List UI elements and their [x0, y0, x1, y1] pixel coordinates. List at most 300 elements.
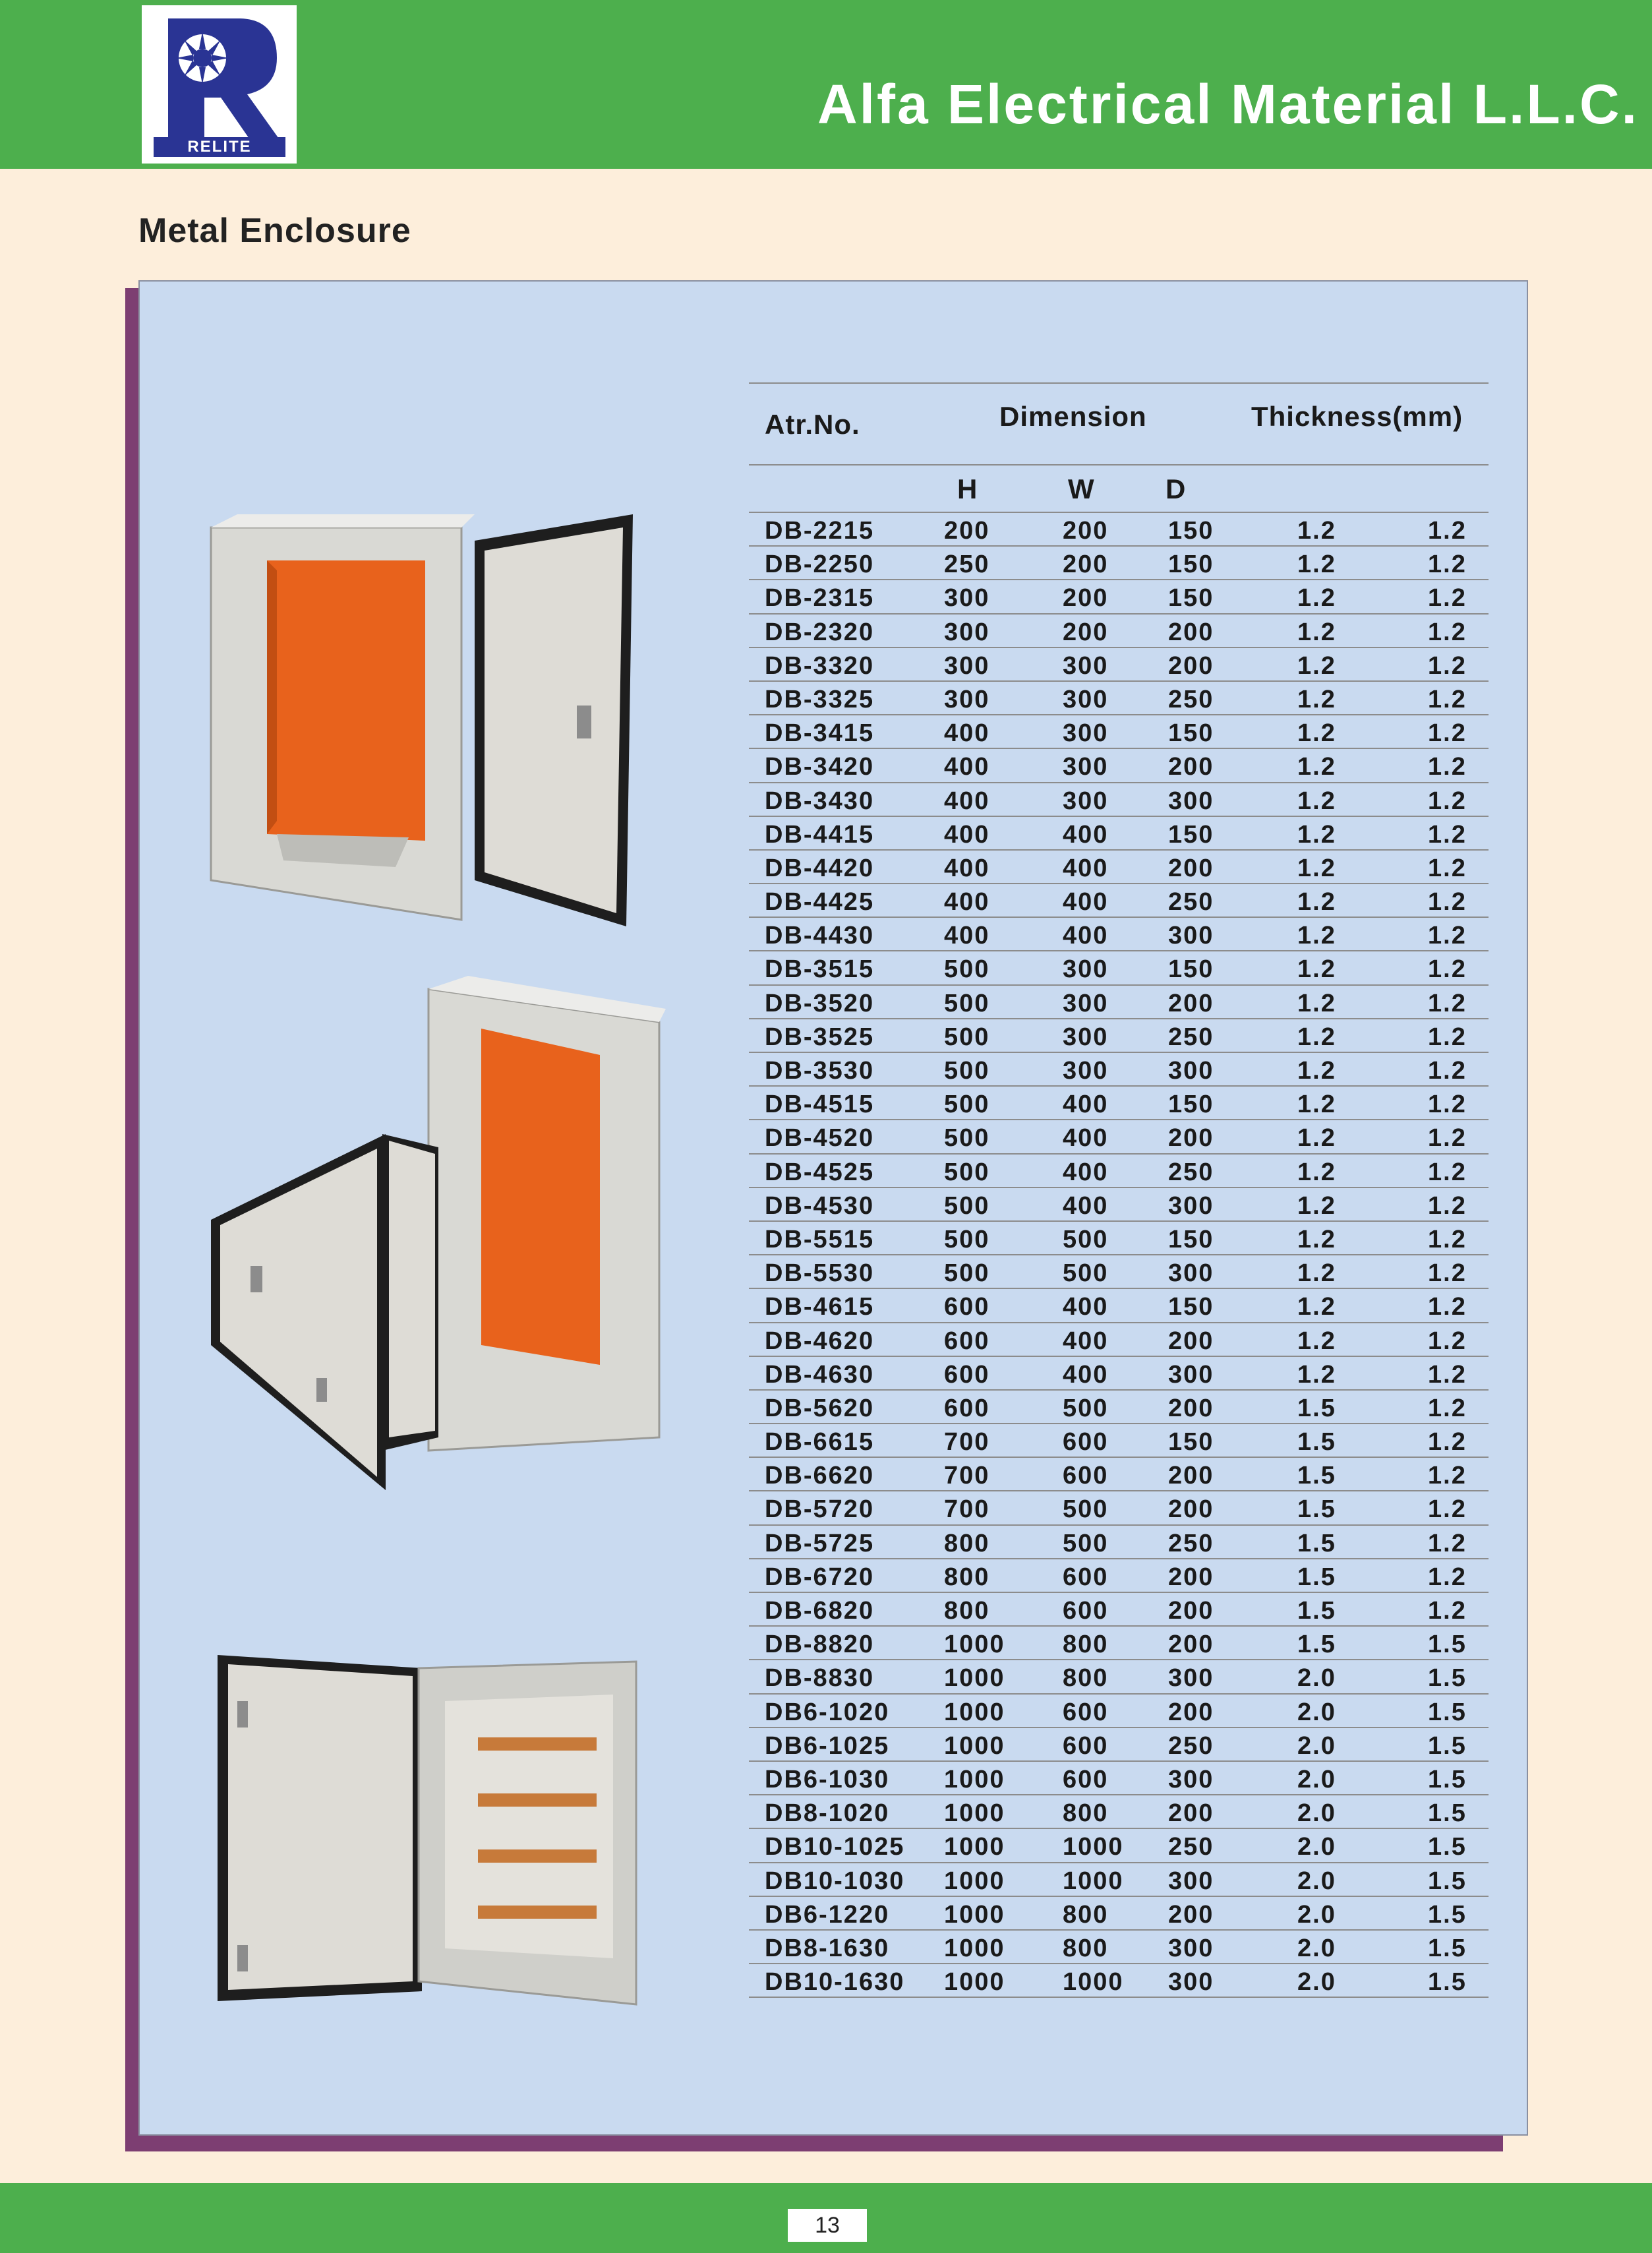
cell-art-no: DB-5515: [765, 1225, 875, 1253]
cell-thickness-2: 1.5: [1428, 1698, 1467, 1726]
cell-width: 400: [1063, 1091, 1109, 1119]
cell-height: 1000: [944, 1867, 1005, 1895]
cell-height: 1000: [944, 1900, 1005, 1929]
cell-thickness-2: 1.2: [1428, 1428, 1467, 1457]
cell-thickness-1: 1.2: [1297, 1023, 1336, 1051]
cell-height: 300: [944, 685, 990, 713]
table-row: [749, 682, 1489, 715]
cell-width: 600: [1063, 1765, 1109, 1793]
cell-width: 300: [1063, 989, 1109, 1017]
cell-thickness-2: 1.5: [1428, 1833, 1467, 1861]
cell-art-no: DB-4515: [765, 1091, 875, 1119]
section-title: Metal Enclosure: [138, 212, 411, 250]
subheader-w: W: [1068, 473, 1094, 504]
table-row: [749, 580, 1489, 614]
cell-height: 400: [944, 820, 990, 849]
cell-thickness-2: 1.2: [1428, 753, 1467, 781]
cell-height: 400: [944, 753, 990, 781]
table-row: [749, 1087, 1489, 1120]
cell-height: 400: [944, 888, 990, 916]
cell-art-no: DB-4525: [765, 1158, 875, 1186]
cell-thickness-2: 1.2: [1428, 1462, 1467, 1490]
cell-depth: 150: [1168, 955, 1214, 984]
cell-width: 1000: [1063, 1833, 1124, 1861]
cell-thickness-1: 2.0: [1297, 1833, 1336, 1861]
cell-thickness-1: 1.2: [1297, 551, 1336, 579]
cell-depth: 150: [1168, 584, 1214, 613]
cell-depth: 300: [1168, 1934, 1214, 1962]
cell-height: 500: [944, 955, 990, 984]
cell-thickness-1: 2.0: [1297, 1731, 1336, 1760]
cell-thickness-2: 1.2: [1428, 1057, 1467, 1085]
cell-art-no: DB6-1030: [765, 1765, 890, 1793]
cell-height: 200: [944, 517, 990, 545]
cell-width: 800: [1063, 1900, 1109, 1929]
table-row: [749, 986, 1489, 1019]
cell-depth: 200: [1168, 1597, 1214, 1625]
cell-thickness-1: 1.5: [1297, 1394, 1336, 1422]
cell-width: 600: [1063, 1563, 1109, 1591]
table-row: [749, 1627, 1489, 1660]
table-row: [749, 615, 1489, 648]
cell-width: 1000: [1063, 1968, 1124, 1997]
cell-width: 200: [1063, 517, 1109, 545]
table-row: [749, 1188, 1489, 1222]
cell-thickness-2: 1.2: [1428, 1191, 1467, 1220]
cell-art-no: DB-6620: [765, 1462, 875, 1490]
table-row: [749, 1424, 1489, 1458]
cell-thickness-2: 1.2: [1428, 651, 1467, 680]
table-row: [749, 1660, 1489, 1694]
cell-width: 400: [1063, 888, 1109, 916]
cell-depth: 300: [1168, 1765, 1214, 1793]
cell-depth: 150: [1168, 1293, 1214, 1321]
table-row: [749, 1964, 1489, 1998]
relite-logo-icon: [142, 5, 297, 164]
cell-depth: 150: [1168, 551, 1214, 579]
table-row: [749, 1323, 1489, 1357]
table-row: [749, 783, 1489, 817]
cell-thickness-2: 1.2: [1428, 955, 1467, 984]
cell-art-no: DB6-1020: [765, 1698, 890, 1726]
cell-width: 500: [1063, 1394, 1109, 1422]
cell-depth: 200: [1168, 1900, 1214, 1929]
cell-art-no: DB-2250: [765, 551, 875, 579]
cell-thickness-1: 1.2: [1297, 584, 1336, 613]
cell-art-no: DB-4620: [765, 1327, 875, 1355]
cell-thickness-2: 1.2: [1428, 618, 1467, 646]
cell-art-no: DB-3415: [765, 719, 875, 748]
cell-height: 500: [944, 1225, 990, 1253]
enclosure-photo-2: [211, 976, 672, 1503]
cell-thickness-2: 1.5: [1428, 1968, 1467, 1997]
table-row: [749, 715, 1489, 749]
cell-thickness-1: 2.0: [1297, 1900, 1336, 1929]
cell-width: 400: [1063, 1327, 1109, 1355]
cell-thickness-2: 1.2: [1428, 922, 1467, 950]
cell-art-no: DB6-1025: [765, 1731, 890, 1760]
cell-height: 300: [944, 584, 990, 613]
cell-thickness-1: 1.2: [1297, 1091, 1336, 1119]
cell-height: 1000: [944, 1765, 1005, 1793]
cell-art-no: DB-3520: [765, 989, 875, 1017]
table-row: [749, 1289, 1489, 1323]
cell-thickness-2: 1.2: [1428, 820, 1467, 849]
table-row: [749, 749, 1489, 783]
cell-height: 1000: [944, 1833, 1005, 1861]
cell-thickness-2: 1.2: [1428, 551, 1467, 579]
cell-depth: 150: [1168, 517, 1214, 545]
cell-width: 300: [1063, 1057, 1109, 1085]
cell-thickness-2: 1.2: [1428, 1360, 1467, 1389]
table-row: [749, 1458, 1489, 1491]
cell-art-no: DB-4630: [765, 1360, 875, 1389]
cell-width: 400: [1063, 854, 1109, 882]
cell-art-no: DB-2315: [765, 584, 875, 613]
cell-height: 800: [944, 1529, 990, 1557]
cell-thickness-2: 1.5: [1428, 1934, 1467, 1962]
table-subheader: [749, 466, 1489, 513]
cell-art-no: DB8-1630: [765, 1934, 890, 1962]
table-row: [749, 817, 1489, 851]
cell-thickness-1: 2.0: [1297, 1698, 1336, 1726]
cell-height: 1000: [944, 1731, 1005, 1760]
cell-depth: 200: [1168, 618, 1214, 646]
cell-thickness-1: 1.2: [1297, 651, 1336, 680]
cell-height: 500: [944, 1057, 990, 1085]
cell-width: 400: [1063, 1293, 1109, 1321]
cell-art-no: DB-4420: [765, 854, 875, 882]
cell-thickness-2: 1.2: [1428, 1563, 1467, 1591]
cell-height: 500: [944, 1259, 990, 1288]
table-row: [749, 513, 1489, 547]
cell-depth: 150: [1168, 1091, 1214, 1119]
cell-height: 500: [944, 1158, 990, 1186]
cell-art-no: DB-8830: [765, 1664, 875, 1693]
table-row: [749, 1897, 1489, 1931]
cell-width: 300: [1063, 651, 1109, 680]
cell-thickness-1: 1.2: [1297, 685, 1336, 713]
cell-art-no: DB6-1220: [765, 1900, 890, 1929]
cell-thickness-1: 2.0: [1297, 1968, 1336, 1997]
table-row: [749, 1863, 1489, 1897]
cell-thickness-1: 1.2: [1297, 1360, 1336, 1389]
cell-depth: 250: [1168, 1023, 1214, 1051]
cell-width: 600: [1063, 1462, 1109, 1490]
cell-height: 1000: [944, 1664, 1005, 1693]
table-row: [749, 1795, 1489, 1829]
enclosure-photo-3: [218, 1648, 692, 2018]
table-row: [749, 851, 1489, 884]
cell-height: 1000: [944, 1799, 1005, 1828]
cell-thickness-1: 1.2: [1297, 955, 1336, 984]
table-row: [749, 951, 1489, 985]
cell-art-no: DB-6615: [765, 1428, 875, 1457]
cell-height: 400: [944, 787, 990, 815]
cell-width: 300: [1063, 719, 1109, 748]
header-dimension: Dimension: [999, 401, 1147, 432]
table-row: [749, 1559, 1489, 1593]
table-row: [749, 1120, 1489, 1154]
cell-thickness-1: 1.5: [1297, 1563, 1336, 1591]
cell-art-no: DB10-1025: [765, 1833, 905, 1861]
cell-art-no: DB-4530: [765, 1191, 875, 1220]
cell-depth: 200: [1168, 1563, 1214, 1591]
cell-art-no: DB-3515: [765, 955, 875, 984]
cell-thickness-1: 1.2: [1297, 787, 1336, 815]
header-thickness: Thickness(mm): [1251, 401, 1463, 432]
cell-thickness-1: 2.0: [1297, 1799, 1336, 1828]
cell-thickness-1: 1.2: [1297, 618, 1336, 646]
cell-height: 500: [944, 1191, 990, 1220]
cell-width: 500: [1063, 1495, 1109, 1524]
cell-width: 800: [1063, 1631, 1109, 1659]
cell-thickness-1: 1.2: [1297, 1259, 1336, 1288]
table-row: [749, 1053, 1489, 1087]
cell-thickness-1: 2.0: [1297, 1867, 1336, 1895]
cell-height: 250: [944, 551, 990, 579]
cell-art-no: DB10-1630: [765, 1968, 905, 1997]
cell-depth: 250: [1168, 1158, 1214, 1186]
cell-thickness-1: 1.2: [1297, 820, 1336, 849]
cell-thickness-2: 1.2: [1428, 1327, 1467, 1355]
cell-art-no: DB-3320: [765, 651, 875, 680]
cell-depth: 250: [1168, 1833, 1214, 1861]
table-row: [749, 1728, 1489, 1762]
cell-depth: 250: [1168, 1731, 1214, 1760]
cell-depth: 250: [1168, 888, 1214, 916]
cell-depth: 200: [1168, 1799, 1214, 1828]
cell-height: 600: [944, 1360, 990, 1389]
cell-art-no: DB10-1030: [765, 1867, 905, 1895]
cell-depth: 150: [1168, 1428, 1214, 1457]
cell-art-no: DB-4430: [765, 922, 875, 950]
cell-depth: 300: [1168, 1057, 1214, 1085]
cell-depth: 300: [1168, 1360, 1214, 1389]
cell-height: 700: [944, 1462, 990, 1490]
cell-width: 800: [1063, 1934, 1109, 1962]
cell-width: 300: [1063, 787, 1109, 815]
cell-art-no: DB-2320: [765, 618, 875, 646]
cell-height: 500: [944, 989, 990, 1017]
cell-width: 600: [1063, 1597, 1109, 1625]
cell-thickness-1: 1.2: [1297, 1057, 1336, 1085]
cell-thickness-2: 1.2: [1428, 685, 1467, 713]
cell-thickness-2: 1.5: [1428, 1867, 1467, 1895]
cell-height: 1000: [944, 1631, 1005, 1659]
cell-depth: 200: [1168, 651, 1214, 680]
table-row: [749, 648, 1489, 682]
cell-depth: 200: [1168, 1394, 1214, 1422]
cell-width: 300: [1063, 1023, 1109, 1051]
cell-thickness-2: 1.2: [1428, 1124, 1467, 1153]
cell-thickness-2: 1.2: [1428, 719, 1467, 748]
cell-width: 200: [1063, 551, 1109, 579]
table-row: [749, 1593, 1489, 1627]
cell-depth: 300: [1168, 922, 1214, 950]
cell-width: 300: [1063, 685, 1109, 713]
cell-depth: 200: [1168, 1124, 1214, 1153]
cell-height: 800: [944, 1597, 990, 1625]
cell-thickness-2: 1.5: [1428, 1731, 1467, 1760]
cell-thickness-2: 1.2: [1428, 1597, 1467, 1625]
company-name: Alfa Electrical Material L.L.C.: [817, 73, 1639, 135]
cell-thickness-1: 1.2: [1297, 719, 1336, 748]
cell-thickness-1: 1.2: [1297, 1225, 1336, 1253]
cell-art-no: DB-5725: [765, 1529, 875, 1557]
cell-art-no: DB-6720: [765, 1563, 875, 1591]
cell-height: 300: [944, 651, 990, 680]
cell-depth: 200: [1168, 1462, 1214, 1490]
cell-thickness-2: 1.2: [1428, 1023, 1467, 1051]
table-row: [749, 1019, 1489, 1053]
cell-thickness-1: 2.0: [1297, 1664, 1336, 1693]
cell-thickness-2: 1.5: [1428, 1799, 1467, 1828]
cell-depth: 200: [1168, 1631, 1214, 1659]
cell-thickness-1: 1.2: [1297, 753, 1336, 781]
subheader-d: D: [1165, 473, 1186, 504]
cell-thickness-2: 1.5: [1428, 1631, 1467, 1659]
cell-thickness-1: 2.0: [1297, 1765, 1336, 1793]
cell-height: 1000: [944, 1968, 1005, 1997]
cell-height: 1000: [944, 1934, 1005, 1962]
cell-art-no: DB-3420: [765, 753, 875, 781]
cell-width: 400: [1063, 1158, 1109, 1186]
cell-thickness-2: 1.2: [1428, 854, 1467, 882]
cell-art-no: DB-3430: [765, 787, 875, 815]
cell-width: 300: [1063, 753, 1109, 781]
cell-thickness-1: 1.2: [1297, 989, 1336, 1017]
cell-width: 400: [1063, 922, 1109, 950]
cell-thickness-1: 1.2: [1297, 1191, 1336, 1220]
table-row: [749, 1491, 1489, 1525]
cell-width: 400: [1063, 1191, 1109, 1220]
table-row: [749, 1526, 1489, 1559]
table-header: [749, 382, 1489, 466]
cell-depth: 250: [1168, 685, 1214, 713]
cell-thickness-2: 1.2: [1428, 1394, 1467, 1422]
cell-width: 400: [1063, 820, 1109, 849]
enclosure-photo-1: [198, 511, 699, 933]
table-row: [749, 1155, 1489, 1188]
cell-depth: 200: [1168, 989, 1214, 1017]
cell-depth: 200: [1168, 1495, 1214, 1524]
cell-width: 200: [1063, 618, 1109, 646]
cell-thickness-1: 1.5: [1297, 1631, 1336, 1659]
cell-depth: 150: [1168, 820, 1214, 849]
table-row: [749, 1695, 1489, 1728]
cell-width: 600: [1063, 1428, 1109, 1457]
cell-thickness-2: 1.2: [1428, 1293, 1467, 1321]
cell-thickness-1: 1.2: [1297, 854, 1336, 882]
cell-width: 500: [1063, 1529, 1109, 1557]
table-row: [749, 1357, 1489, 1391]
cell-thickness-2: 1.2: [1428, 517, 1467, 545]
cell-width: 400: [1063, 1360, 1109, 1389]
table-row: [749, 547, 1489, 580]
cell-thickness-2: 1.5: [1428, 1765, 1467, 1793]
cell-art-no: DB-8820: [765, 1631, 875, 1659]
cell-width: 400: [1063, 1124, 1109, 1153]
cell-thickness-1: 1.2: [1297, 517, 1336, 545]
cell-depth: 150: [1168, 1225, 1214, 1253]
cell-height: 500: [944, 1124, 990, 1153]
specification-table: [749, 382, 1489, 1998]
cell-height: 300: [944, 618, 990, 646]
cell-width: 500: [1063, 1259, 1109, 1288]
cell-width: 300: [1063, 955, 1109, 984]
cell-thickness-2: 1.2: [1428, 1529, 1467, 1557]
cell-art-no: DB-5720: [765, 1495, 875, 1524]
cell-art-no: DB-3325: [765, 685, 875, 713]
cell-thickness-2: 1.2: [1428, 1091, 1467, 1119]
cell-height: 400: [944, 719, 990, 748]
cell-height: 700: [944, 1495, 990, 1524]
cell-height: 500: [944, 1091, 990, 1119]
cell-width: 600: [1063, 1698, 1109, 1726]
logo-text: RELITE: [154, 137, 285, 157]
cell-thickness-2: 1.2: [1428, 989, 1467, 1017]
cell-depth: 300: [1168, 1259, 1214, 1288]
cell-thickness-2: 1.2: [1428, 1158, 1467, 1186]
cell-art-no: DB-5530: [765, 1259, 875, 1288]
cell-thickness-1: 1.5: [1297, 1428, 1336, 1457]
cell-thickness-1: 1.2: [1297, 1158, 1336, 1186]
cell-thickness-1: 1.2: [1297, 888, 1336, 916]
cell-thickness-1: 1.5: [1297, 1529, 1336, 1557]
table-row: [749, 1255, 1489, 1289]
table-body: [749, 513, 1489, 1998]
cell-thickness-2: 1.5: [1428, 1664, 1467, 1693]
cell-width: 800: [1063, 1799, 1109, 1828]
cell-height: 600: [944, 1394, 990, 1422]
table-row: [749, 1222, 1489, 1255]
cell-height: 600: [944, 1293, 990, 1321]
cell-art-no: DB-4425: [765, 888, 875, 916]
cell-art-no: DB-3530: [765, 1057, 875, 1085]
cell-thickness-1: 1.2: [1297, 922, 1336, 950]
cell-thickness-2: 1.2: [1428, 1259, 1467, 1288]
cell-height: 1000: [944, 1698, 1005, 1726]
subheader-h: H: [957, 473, 978, 504]
cell-thickness-2: 1.2: [1428, 787, 1467, 815]
cell-width: 500: [1063, 1225, 1109, 1253]
cell-thickness-2: 1.5: [1428, 1900, 1467, 1929]
cell-depth: 200: [1168, 1327, 1214, 1355]
cell-depth: 150: [1168, 719, 1214, 748]
table-row: [749, 918, 1489, 951]
cell-depth: 200: [1168, 1698, 1214, 1726]
cell-art-no: DB8-1020: [765, 1799, 890, 1828]
cell-depth: 300: [1168, 787, 1214, 815]
cell-height: 600: [944, 1327, 990, 1355]
cell-depth: 300: [1168, 1968, 1214, 1997]
cell-height: 400: [944, 854, 990, 882]
cell-thickness-2: 1.2: [1428, 584, 1467, 613]
table-row: [749, 1931, 1489, 1964]
cell-thickness-1: 1.2: [1297, 1124, 1336, 1153]
cell-height: 500: [944, 1023, 990, 1051]
cell-thickness-1: 1.2: [1297, 1293, 1336, 1321]
cell-height: 700: [944, 1428, 990, 1457]
cell-depth: 250: [1168, 1529, 1214, 1557]
cell-depth: 300: [1168, 1867, 1214, 1895]
cell-height: 400: [944, 922, 990, 950]
header-art-no: Atr.No.: [765, 409, 860, 440]
table-row: [749, 1391, 1489, 1424]
cell-width: 800: [1063, 1664, 1109, 1693]
cell-width: 600: [1063, 1731, 1109, 1760]
